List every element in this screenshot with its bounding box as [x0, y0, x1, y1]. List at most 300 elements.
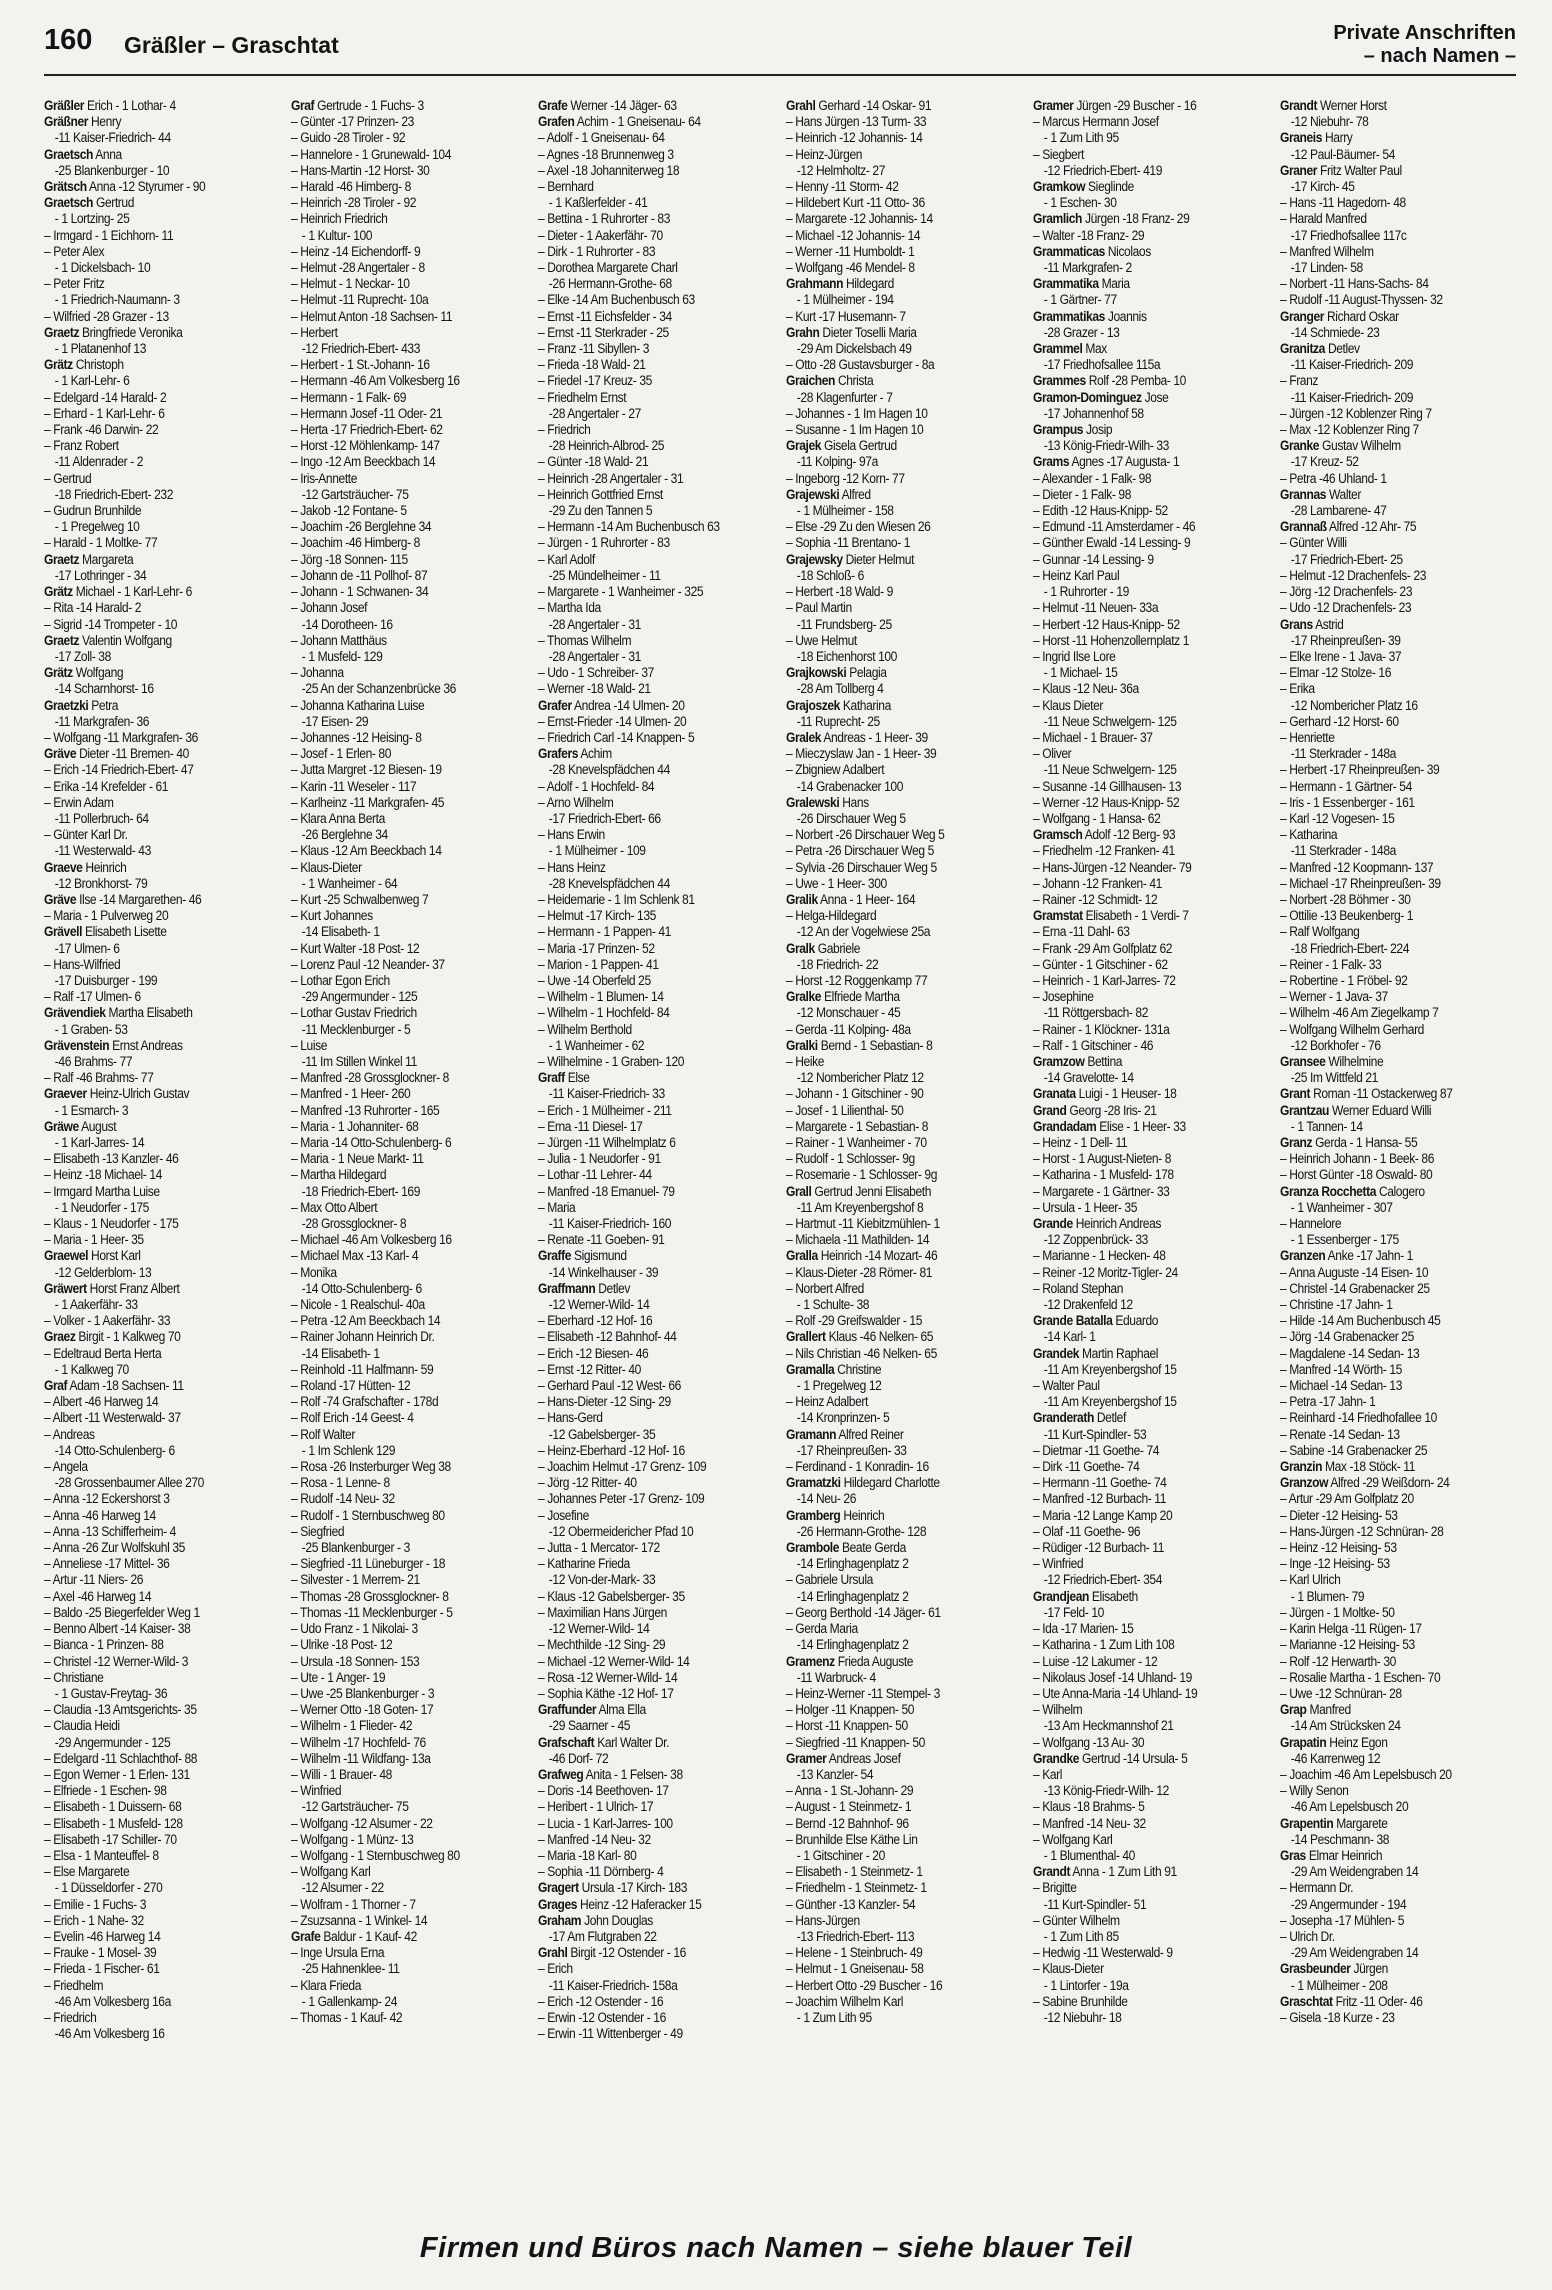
directory-entry [291, 179, 503, 195]
directory-entry [538, 600, 750, 616]
entry-detail: – Harald - 1 Moltke- 77 [44, 535, 158, 551]
directory-entry [1033, 1783, 1245, 1799]
entry-detail: – Hermann - 1 Falk- 69 [291, 389, 407, 405]
directory-entry [1280, 1103, 1492, 1119]
entry-detail: – Edelgard -11 Schlachthof- 88 [44, 1750, 198, 1766]
surname: Granza Rocchetta [1279, 1183, 1376, 1199]
directory-entry [538, 584, 750, 600]
directory-entry [291, 147, 503, 163]
entry-detail: - 1 Esmarch- 3 [54, 1102, 129, 1118]
surname: Gralk [785, 940, 815, 956]
directory-entry [1280, 1346, 1492, 1362]
entry-detail: – Christiane [44, 1669, 104, 1685]
entry-detail: – Baldo -25 Biegerfelder Weg 1 [44, 1604, 200, 1620]
entry-detail: – Hans Jürgen -13 Turm- 33 [785, 114, 926, 130]
directory-entry [44, 1799, 256, 1815]
directory-entry [538, 1718, 750, 1734]
directory-entry [786, 1135, 998, 1151]
entry-detail: – Hans Erwin [538, 827, 606, 843]
directory-entry [44, 1897, 256, 1913]
entry-detail: – Jutta Margret -12 Biesen- 19 [291, 762, 442, 778]
entry-detail: -13 Friedrich-Ebert- 113 [796, 1928, 914, 1944]
entry-detail: – Manfred -18 Emanuel- 79 [538, 1183, 675, 1199]
entry-detail: – Heinrich -12 Johannis- 14 [785, 130, 923, 146]
directory-entry [538, 1054, 750, 1070]
directory-entry [786, 422, 998, 438]
entry-detail: – Claudia Heidi [44, 1718, 120, 1734]
directory-entry [1033, 860, 1245, 876]
entry-detail: – Jakob -12 Fontane- 5 [291, 503, 407, 519]
directory-entry [1280, 292, 1492, 308]
directory-entry [291, 649, 503, 665]
directory-entry [1033, 1816, 1245, 1832]
entry-detail: – Heribert - 1 Ulrich- 17 [538, 1799, 654, 1815]
directory-entry [44, 1475, 256, 1491]
directory-entry [1280, 1621, 1492, 1637]
entry-detail: – Margarete - 1 Wanheimer - 325 [538, 584, 704, 600]
directory-entry [1280, 211, 1492, 227]
entry-detail: – Heidemarie - 1 Im Schlenk 81 [538, 891, 696, 907]
entry-detail: – Maria - 1 Johanniter- 68 [291, 1118, 419, 1134]
directory-entry [291, 1475, 503, 1491]
entry-detail: – Brigitte [1032, 1880, 1077, 1896]
directory-entry [1033, 1767, 1245, 1783]
directory-entry [786, 1459, 998, 1475]
entry-detail: – Edmund -11 Amsterdamer - 46 [1032, 519, 1195, 535]
entry-detail: – Ernst-Frieder -14 Ulmen- 20 [538, 713, 687, 729]
directory-entry [1033, 1978, 1245, 1994]
entry-detail: – Heinz -18 Michael- 14 [44, 1167, 162, 1183]
entry-detail: Luigi - 1 Heuser- 18 [1078, 1086, 1177, 1102]
directory-entry [1033, 649, 1245, 665]
directory-entry [291, 1621, 503, 1637]
entry-detail: – Herbert Otto -29 Buscher - 16 [785, 1977, 942, 1993]
entry-detail: – Rudolf - 1 Schlosser- 9g [785, 1151, 915, 1167]
entry-detail: – Angela [44, 1459, 88, 1475]
entry-detail: – Edeltraud Berta Herta [44, 1345, 162, 1361]
entry-detail: -11 Pollerbruch- 64 [54, 810, 149, 826]
directory-entry [538, 1394, 750, 1410]
directory-entry [786, 730, 998, 746]
directory-entry [44, 1410, 256, 1426]
directory-entry [786, 1491, 998, 1507]
directory-entry [786, 1994, 998, 2010]
directory-entry [1280, 422, 1492, 438]
entry-detail: – Günter Willi [1279, 535, 1347, 551]
surname: Graf [44, 1378, 68, 1394]
directory-entry [291, 843, 503, 859]
entry-detail: -12 Zoppenbrück- 33 [1043, 1232, 1148, 1248]
entry-detail: – Anna -46 Harweg 14 [44, 1507, 156, 1523]
entry-detail: Gisela Gertrud [823, 438, 897, 454]
entry-detail: – Hermann - 1 Pappen- 41 [538, 924, 672, 940]
entry-detail: -14 Winkelhauser - 39 [549, 1264, 659, 1280]
directory-entry [786, 1378, 998, 1394]
entry-detail: – Norbert -28 Böhmer - 30 [1279, 891, 1411, 907]
entry-detail: – Ernst -11 Eichsfelder - 34 [538, 308, 673, 324]
surname: Granger [1279, 308, 1324, 324]
entry-detail: – Heinz-Werner -11 Stempel- 3 [785, 1685, 940, 1701]
entry-detail: -11 Kurt-Spindler- 53 [1043, 1426, 1147, 1442]
directory-entry [786, 1913, 998, 1929]
entry-detail: – Thomas -11 Mecklenburger - 5 [291, 1604, 453, 1620]
directory-entry [291, 860, 503, 876]
entry-detail: - 1 Musfeld- 129 [301, 648, 383, 664]
directory-entry [1033, 1686, 1245, 1702]
directory-entry [291, 552, 503, 568]
entry-detail: – Thomas - 1 Kauf- 42 [291, 2009, 403, 2025]
directory-entry [786, 179, 998, 195]
entry-detail: -18 Friedrich-Ebert- 169 [301, 1183, 421, 1199]
surname: Grande [1032, 1216, 1073, 1232]
entry-detail: Adam -18 Sachsen- 11 [69, 1378, 184, 1394]
directory-entry [1280, 633, 1492, 649]
directory-entry [786, 665, 998, 681]
entry-detail: – Rosemarie - 1 Schlosser- 9g [785, 1167, 937, 1183]
entry-detail: – Karlheinz -11 Markgrafen- 45 [291, 794, 445, 810]
entry-detail: – Elisabeth - 1 Steinmetz- 1 [785, 1864, 923, 1880]
entry-detail: – Wilhelm -11 Wildfang- 13a [291, 1750, 431, 1766]
directory-entry [44, 1670, 256, 1686]
entry-detail: Frieda Auguste [837, 1653, 913, 1669]
directory-entry [291, 876, 503, 892]
directory-entry [291, 454, 503, 470]
directory-entry [1280, 698, 1492, 714]
directory-entry [1280, 843, 1492, 859]
entry-detail: – Frauke - 1 Mosel- 39 [44, 1945, 157, 1961]
directory-entry [44, 1200, 256, 1216]
directory-entry [1033, 1135, 1245, 1151]
entry-detail: – Rainer -12 Schmidt- 12 [1032, 891, 1158, 907]
directory-entry [538, 795, 750, 811]
directory-entry [291, 1022, 503, 1038]
entry-detail: – Renate -11 Goeben- 91 [538, 1232, 665, 1248]
directory-entry [538, 617, 750, 633]
entry-detail: Pelagia [848, 665, 887, 681]
directory-entry [538, 1184, 750, 1200]
directory-entry [786, 2010, 998, 2026]
entry-detail: Erich - 1 Lothar- 4 [86, 98, 176, 113]
directory-column [1033, 98, 1269, 2208]
entry-detail: -46 Am Volkesberg 16 [54, 2026, 165, 2042]
directory-entry [44, 795, 256, 811]
directory-entry [1280, 163, 1492, 179]
entry-detail: Andreas Josef [828, 1750, 901, 1766]
directory-entry [538, 292, 750, 308]
entry-detail: – Rainer Johann Heinrich Dr. [291, 1329, 435, 1345]
directory-entry [538, 843, 750, 859]
entry-detail: -17 Rheinpreußen- 39 [1290, 632, 1401, 648]
directory-entry [1280, 1232, 1492, 1248]
entry-detail: – Uwe -12 Schnüran- 28 [1279, 1685, 1402, 1701]
directory-entry [291, 1281, 503, 1297]
directory-entry [44, 1038, 256, 1054]
directory-entry [1033, 552, 1245, 568]
entry-detail: – Horst -12 Roggenkamp 77 [785, 972, 927, 988]
entry-detail: – Anna -12 Eckershorst 3 [44, 1491, 170, 1507]
entry-detail: -28 Grazer - 13 [1043, 324, 1120, 340]
entry-detail: – Josephine [1032, 989, 1094, 1005]
directory-entry [786, 1297, 998, 1313]
surname: Grahn [785, 324, 820, 340]
entry-detail: – Hans Heinz [538, 859, 606, 875]
directory-entry [1033, 1346, 1245, 1362]
directory-entry [291, 1086, 503, 1102]
directory-entry [786, 1670, 998, 1686]
surname: Grandt [1279, 98, 1318, 113]
directory-entry [1033, 1848, 1245, 1864]
directory-entry [786, 1200, 998, 1216]
directory-entry [291, 1265, 503, 1281]
directory-entry [291, 633, 503, 649]
directory-entry [538, 924, 750, 940]
entry-detail: Bernd - 1 Sebastian- 8 [820, 1037, 932, 1053]
entry-detail: – Harald -46 Himberg- 8 [291, 179, 412, 195]
directory-entry [538, 1378, 750, 1394]
directory-entry [1033, 487, 1245, 503]
entry-detail: -29 Angermunder - 125 [301, 989, 418, 1005]
entry-detail: -14 Scharnhorst- 16 [54, 681, 154, 697]
entry-detail: – Jürgen - 1 Moltke- 50 [1279, 1604, 1395, 1620]
entry-detail: - 1 Zum Lith 95 [796, 2009, 872, 2025]
entry-detail: -28 Angertaler - 31 [549, 616, 642, 632]
entry-detail: – Wolfgang Karl [1032, 1831, 1113, 1847]
entry-detail: – Manfred -12 Koopmann- 137 [1279, 859, 1434, 875]
directory-entry [1033, 1702, 1245, 1718]
entry-detail: – Karl [1032, 1766, 1062, 1782]
directory-entry [538, 147, 750, 163]
directory-entry [1280, 1378, 1492, 1394]
entry-detail: -18 Friedrich-Ebert- 224 [1290, 940, 1409, 956]
entry-detail: – Reiner -12 Moritz-Tigler- 24 [1032, 1264, 1178, 1280]
entry-detail: - 1 Düsseldorfer - 270 [54, 1880, 163, 1896]
directory-entry [1280, 1556, 1492, 1572]
directory-entry [1033, 276, 1245, 292]
entry-detail: - 1 Kultur- 100 [301, 227, 373, 243]
entry-detail: – Siegfried -11 Knappen- 50 [785, 1734, 925, 1750]
surname: Graetz [44, 324, 80, 340]
entry-detail: -11 Kaiser-Friedrich- 209 [1290, 357, 1414, 373]
directory-entry [1033, 1394, 1245, 1410]
entry-detail: Werner -14 Jäger- 63 [570, 98, 678, 113]
directory-entry [44, 584, 256, 600]
entry-detail: – Maria - 1 Pulverweg 20 [44, 908, 169, 924]
entry-detail: – Oliver [1032, 746, 1072, 762]
directory-entry [538, 179, 750, 195]
entry-detail: -28 Grossenbaumer Allee 270 [54, 1475, 204, 1491]
entry-detail: Elmar Heinrich [1308, 1847, 1383, 1863]
entry-detail: – Hans -11 Hagedorn- 48 [1279, 195, 1406, 211]
entry-detail: – Dieter - 1 Aakerfähr- 70 [538, 227, 664, 243]
directory-entry [1280, 1783, 1492, 1799]
entry-detail: – Marianne -12 Heising- 53 [1279, 1637, 1415, 1653]
entry-detail: – Erich -14 Friedrich-Ebert- 47 [44, 762, 194, 778]
entry-detail: Harry [1324, 130, 1353, 146]
directory-entry [1033, 1070, 1245, 1086]
directory-entry [786, 1799, 998, 1815]
directory-entry [538, 1524, 750, 1540]
entry-detail: Christa [837, 373, 873, 389]
directory-entry [538, 357, 750, 373]
entry-detail: -14 Gravelotte- 14 [1043, 1070, 1134, 1086]
entry-detail: – Herbert - 1 St.-Johann- 16 [291, 357, 430, 373]
directory-entry [291, 535, 503, 551]
entry-detail: – Wilhelm [1032, 1702, 1083, 1718]
directory-entry [1033, 1735, 1245, 1751]
directory-entry [1033, 357, 1245, 373]
directory-entry [1280, 1751, 1492, 1767]
directory-entry [1280, 892, 1492, 908]
entry-detail: -11 Neue Schwelgern- 125 [1043, 762, 1177, 778]
entry-detail: – Andreas [44, 1426, 95, 1442]
directory-entry [538, 746, 750, 762]
entry-detail: – Karl -12 Vogesen- 15 [1279, 810, 1395, 826]
directory-entry [538, 1329, 750, 1345]
directory-entry [1280, 147, 1492, 163]
directory-entry [44, 1702, 256, 1718]
directory-entry [1280, 1119, 1492, 1135]
entry-detail: – Ralf -17 Ulmen- 6 [44, 989, 141, 1005]
entry-detail: -14 Grabenacker 100 [796, 778, 903, 794]
entry-detail: – Erwin Adam [44, 794, 114, 810]
directory-entry [538, 2026, 750, 2042]
directory-entry [44, 244, 256, 260]
entry-detail: – Herbert -18 Wald- 9 [785, 584, 893, 600]
entry-detail: Sieglinde [1087, 179, 1134, 195]
directory-entry [291, 1880, 503, 1896]
entry-detail: – Wolfgang - 1 Sternbuschweg 80 [291, 1847, 460, 1863]
directory-entry [786, 681, 998, 697]
surname: Grätz [44, 357, 73, 373]
directory-entry [1280, 1702, 1492, 1718]
entry-detail: – Hans-Jürgen -12 Schnüran- 28 [1279, 1523, 1444, 1539]
entry-detail: – Maximilian Hans Jürgen [538, 1604, 668, 1620]
entry-detail: -17 Linden- 58 [1290, 260, 1363, 276]
entry-detail: – Lothar Egon Erich [291, 972, 391, 988]
entry-detail: – Franz -11 Sibyllen- 3 [538, 341, 650, 357]
directory-entry [44, 1540, 256, 1556]
surname: Gralik [785, 891, 818, 907]
surname: Granata [1032, 1086, 1076, 1102]
directory-entry [1033, 309, 1245, 325]
directory-entry [538, 1427, 750, 1443]
directory-entry [786, 973, 998, 989]
directory-entry [538, 552, 750, 568]
directory-entry [538, 1994, 750, 2010]
directory-entry [291, 665, 503, 681]
entry-detail: -14 Otto-Schulenberg- 6 [301, 1280, 422, 1296]
directory-entry [1033, 746, 1245, 762]
directory-entry [1033, 1621, 1245, 1637]
directory-entry [44, 163, 256, 179]
directory-entry [1280, 357, 1492, 373]
surname: Grammaticas [1032, 243, 1105, 259]
directory-entry [44, 1394, 256, 1410]
directory-entry [786, 714, 998, 730]
entry-detail: -11 Kaiser-Friedrich- 33 [549, 1086, 666, 1102]
surname: Graeve [44, 859, 83, 875]
entry-detail: – Dirk -11 Goethe- 74 [1032, 1459, 1140, 1475]
directory-entry [1280, 1281, 1492, 1297]
entry-detail: Karl Walter Dr. [597, 1734, 670, 1750]
directory-entry [538, 1605, 750, 1621]
directory-entry [44, 681, 256, 697]
entry-detail: – Lothar -11 Lehrer- 44 [538, 1167, 653, 1183]
entry-detail: -14 Peschmann- 38 [1290, 1831, 1390, 1847]
directory-entry [538, 1297, 750, 1313]
entry-detail: – Edith -12 Haus-Knipp- 52 [1032, 503, 1168, 519]
directory-entry [786, 746, 998, 762]
entry-detail: Martha Elisabeth [108, 1005, 193, 1021]
entry-detail: – Norbert -26 Dirschauer Weg 5 [785, 827, 945, 843]
entry-detail: Bringfriede Veronika [82, 324, 183, 340]
entry-detail: -11 Am Kreyenbergshof 8 [796, 1199, 923, 1215]
directory-entry [538, 390, 750, 406]
entry-detail: – Gerda Maria [785, 1621, 858, 1637]
directory-entry [1033, 1410, 1245, 1426]
directory-entry [1033, 163, 1245, 179]
directory-entry [1033, 1864, 1245, 1880]
entry-detail: – Lothar Gustav Friedrich [291, 1005, 418, 1021]
entry-detail: - 1 Lintorfer - 19a [1043, 1977, 1129, 1993]
entry-detail: – Erhard - 1 Karl-Lehr- 6 [44, 405, 165, 421]
directory-entry [1280, 989, 1492, 1005]
entry-detail: – Michael -14 Sedan- 13 [1279, 1378, 1402, 1394]
entry-detail: – Maria -17 Prinzen- 52 [538, 940, 655, 956]
surname: Grannas [1279, 486, 1327, 502]
directory-entry [538, 1151, 750, 1167]
directory-columns [44, 98, 1516, 2208]
entry-detail: -28 Heinrich-Albrod- 25 [549, 438, 665, 454]
entry-detail: – Elfriede - 1 Eschen- 98 [44, 1783, 167, 1799]
entry-detail: – Anna Auguste -14 Eisen- 10 [1279, 1264, 1429, 1280]
directory-entry [1033, 1799, 1245, 1815]
directory-entry [786, 1978, 998, 1994]
entry-detail: – Ernst -12 Ritter- 40 [538, 1361, 642, 1377]
directory-entry [44, 1880, 256, 1896]
directory-entry [538, 406, 750, 422]
entry-detail: -13 König-Friedr-Wilh- 12 [1043, 1783, 1169, 1799]
directory-entry [538, 1248, 750, 1264]
directory-entry [44, 1135, 256, 1151]
entry-detail: Christine [836, 1361, 881, 1377]
directory-entry [44, 649, 256, 665]
entry-detail: Alfred -29 Weißdorn- 24 [1330, 1475, 1450, 1491]
directory-entry [44, 1589, 256, 1605]
entry-detail: -29 Angermunder - 194 [1290, 1896, 1407, 1912]
directory-entry [1033, 228, 1245, 244]
directory-entry [291, 1994, 503, 2010]
surname: Granzin [1279, 1459, 1322, 1475]
entry-detail: – Manfred -14 Neu- 32 [1032, 1815, 1146, 1831]
directory-entry [291, 1038, 503, 1054]
directory-entry [1280, 390, 1492, 406]
entry-detail: – Rolf Erich -14 Geest- 4 [291, 1410, 414, 1426]
directory-entry [1280, 811, 1492, 827]
directory-entry [786, 1540, 998, 1556]
directory-entry [1280, 1767, 1492, 1783]
entry-detail: -14 Elisabeth- 1 [301, 924, 380, 940]
directory-entry [538, 454, 750, 470]
entry-detail: -25 Blankenburger - 3 [301, 1540, 411, 1556]
entry-detail: Roman -11 Ostackerweg 87 [1313, 1086, 1453, 1102]
entry-detail: -11 Sterkrader - 148a [1290, 746, 1396, 762]
directory-entry [786, 1232, 998, 1248]
directory-entry [44, 292, 256, 308]
directory-entry [786, 471, 998, 487]
directory-entry [1280, 1508, 1492, 1524]
entry-detail: – Wilfried -28 Grazer - 13 [44, 308, 169, 324]
